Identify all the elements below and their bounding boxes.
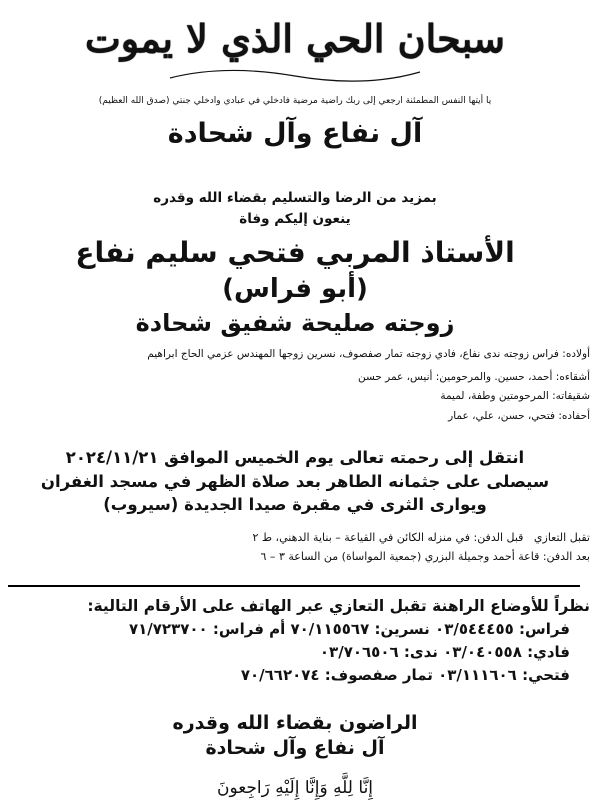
calligraphy-text: سبحان الحي الذي لا يموت xyxy=(84,16,506,61)
relative-value: فراس زوجته ندى نفاع، فادي زوجته تمار صفصوف، نسرين زوجها المهندس عزمي الحاج ابراهيم xyxy=(147,348,559,360)
phone-line-2: فادي: ٠٣/٠٤٠٥٥٨ ندى: ٠٣/٧٠٦٥٠٦ xyxy=(319,643,570,661)
deceased-kunya: (أبو فراس) xyxy=(222,274,368,304)
relative-label: أحفاده: xyxy=(558,410,590,422)
deceased-name: الأستاذ المربي فتحي سليم نفاع xyxy=(75,236,515,269)
relative-value: فتحي، حسن، علي، عمار xyxy=(448,410,556,422)
relatives-grandchildren xyxy=(0,410,590,422)
condolences-after-burial xyxy=(0,550,590,563)
closing-line-1: الراضون بقضاء الله وقدره xyxy=(172,712,418,734)
calligraphy-title xyxy=(0,16,590,61)
wife-name: زوجته صليحة شفيق شحادة xyxy=(135,309,455,337)
intro-line-2: ينعون إليكم وفاة xyxy=(239,211,351,227)
burial-line: ويوارى الثرى في مقبرة صيدا الجديدة (سيروب) xyxy=(103,495,487,514)
relative-value: أحمد، حسين. والمرحومين: أنيس، عمر حسن xyxy=(357,371,553,383)
relatives-children xyxy=(0,348,590,360)
closing-family: آل نفاع وآل شحادة xyxy=(205,737,385,759)
death-date-line: انتقل إلى رحمته تعالى يوم الخميس الموافق ٢٠٢٤/١١/٢١ xyxy=(65,448,525,467)
relative-label: شقيقاته: xyxy=(552,390,590,402)
phone-line-1: فراس: ٠٣/٥٤٤٤٥٥ نسرين: ٧٠/١١٥٥٦٧ أم فراس: ٧١/٧٢٣٧٠٠ xyxy=(128,620,570,638)
relative-label: أشقاءه: xyxy=(555,371,590,383)
condolences-value: قبل الدفن: في منزله الكائن في القياعة – بناية الدهني، ط ٢ xyxy=(252,531,524,544)
relatives-sisters xyxy=(0,390,590,402)
family-title: آل نفاع وآل شحادة xyxy=(167,118,423,149)
closing-quran: إِنَّا لِلَّهِ وَإِنَّا إِلَيْهِ رَاجِعونَ xyxy=(216,778,374,798)
phone-heading: نظراً للأوضاع الراهنة تقبل التعازي عبر الهاتف على الأرقام التالية: xyxy=(87,597,590,615)
quran-verse: يا أيتها النفس المطمئنة ارجعي إلى ربك راضية مرضية فادخلي في عبادي وادخلي جنتي (صدق الله العظيم) xyxy=(98,96,492,106)
relative-label: أولاده: xyxy=(562,348,590,360)
relative-value: المرحومتين وطفة، لميمة xyxy=(440,390,549,402)
relatives-brothers xyxy=(0,371,590,383)
condolences-value: بعد الدفن: قاعة أحمد وجميلة البزري (جمعية المواساة) من الساعة ٣ – ٦ xyxy=(260,550,590,563)
calligraphy-flourish-icon xyxy=(165,34,425,84)
intro-line-1: بمزيد من الرضا والتسليم بقضاء الله وقدره xyxy=(153,190,437,206)
prayer-line: سيصلى على جثمانه الطاهر بعد صلاة الظهر في مسجد الغفران xyxy=(40,472,550,491)
condolences-label: تقبل التعازي xyxy=(533,531,590,544)
divider-line xyxy=(8,585,580,587)
phone-line-3: فتحي: ٠٣/١١١٦٠٦ تمار صفصوف: ٧٠/٦٦٢٠٧٤ xyxy=(240,666,570,684)
condolences-before-burial xyxy=(0,531,590,544)
